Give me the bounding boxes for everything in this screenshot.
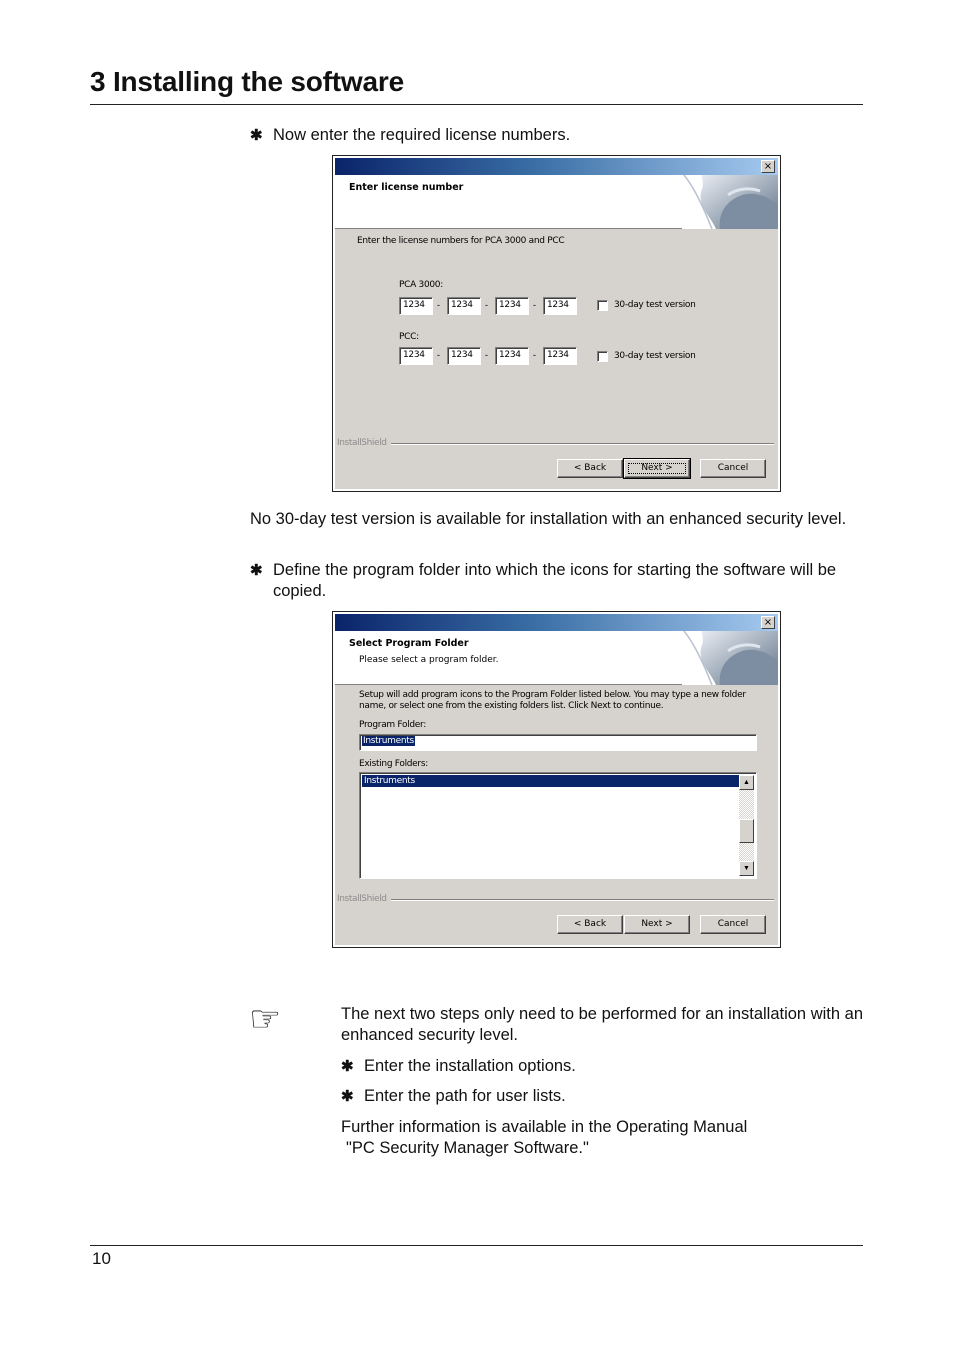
pcc-license-field-1[interactable]: 1234 [399, 347, 433, 365]
separator: - [437, 300, 440, 310]
footer-divider [391, 899, 774, 901]
step-text: Now enter the required license numbers. [273, 126, 571, 144]
pcc-test-version-checkbox[interactable] [597, 351, 608, 362]
hint-text: The next two steps only need to be performed for an installation with an enhanced security level. [341, 1005, 863, 1044]
title-bar [335, 614, 778, 631]
separator: - [485, 300, 488, 310]
banner-title: Select Program Folder [349, 638, 469, 649]
installshield-brand: InstallShield [337, 438, 387, 448]
footer-rule [90, 1245, 863, 1246]
pca-test-version-checkbox[interactable] [597, 300, 608, 311]
back-button[interactable]: < Back [557, 915, 623, 934]
instruction-text: Setup will add program icons to the Program Folder listed below. You may type a new folder name, or select one from the existing folders list. Click Next to continue. [359, 690, 746, 711]
pointing-hand-icon: ☞ [249, 999, 282, 1040]
further-info [341, 1117, 863, 1159]
bullet-asterisk-icon: ✱ [250, 562, 263, 579]
further-info-line-1: Further information is available in the Operating Manual [341, 1118, 748, 1136]
installer-face-art-icon [682, 175, 778, 229]
step-text: Enter the path for user lists. [364, 1087, 566, 1105]
next-button-label: Next > [641, 463, 673, 473]
step-text: Enter the installation options. [364, 1057, 576, 1075]
separator: - [533, 300, 536, 310]
pca-test-version-label: 30-day test version [614, 300, 696, 310]
separator: - [533, 350, 536, 360]
installshield-brand: InstallShield [337, 894, 387, 904]
pca-license-field-3[interactable]: 1234 [495, 297, 529, 315]
bullet-asterisk-icon: ✱ [341, 1088, 354, 1105]
footer-divider [391, 443, 774, 445]
program-folder-dialog [332, 611, 781, 948]
banner-title: Enter license number [349, 182, 464, 193]
pcc-license-field-3[interactable]: 1234 [495, 347, 529, 365]
focus-rectangle [628, 463, 686, 474]
close-button[interactable]: × [761, 160, 775, 173]
pcc-license-field-4[interactable]: 1234 [543, 347, 577, 365]
list-item[interactable]: Instruments [362, 775, 739, 787]
scrollbar[interactable] [739, 775, 754, 876]
bullet-asterisk-icon: ✱ [250, 127, 263, 144]
pcc-license-field-2[interactable]: 1234 [447, 347, 481, 365]
back-button[interactable]: < Back [557, 459, 623, 478]
program-folder-label: Program Folder: [359, 720, 427, 730]
pca-license-field-2[interactable]: 1234 [447, 297, 481, 315]
installer-face-art-icon [682, 631, 778, 685]
title-bar [335, 158, 778, 175]
banner-subtitle: Please select a program folder. [359, 655, 499, 665]
pca-label: PCA 3000: [399, 280, 443, 290]
step-define-folder [250, 560, 863, 602]
scroll-thumb[interactable] [739, 819, 754, 843]
step-user-lists-path [341, 1086, 863, 1107]
cancel-button[interactable]: Cancel [700, 459, 766, 478]
pca-license-field-4[interactable]: 1234 [543, 297, 577, 315]
page-number: 10 [92, 1249, 111, 1268]
existing-folders-list[interactable] [359, 772, 757, 879]
cancel-button[interactable]: Cancel [700, 915, 766, 934]
separator: - [437, 350, 440, 360]
step-installation-options [341, 1056, 863, 1077]
pcc-label: PCC: [399, 332, 419, 342]
scroll-up-icon[interactable]: ▲ [739, 775, 754, 790]
note-no-test-version: No 30-day test version is available for installation with an enhanced security level. [250, 510, 847, 528]
next-button[interactable]: Next > [624, 915, 690, 934]
header-rule [90, 104, 863, 105]
bullet-asterisk-icon: ✱ [341, 1058, 354, 1075]
step-text: Define the program folder into which the icons for starting the software will be copied. [273, 561, 837, 600]
close-button[interactable]: × [761, 616, 775, 629]
program-folder-input[interactable] [359, 734, 757, 751]
existing-folders-label: Existing Folders: [359, 759, 428, 769]
scroll-down-icon[interactable]: ▼ [739, 861, 754, 876]
pca-license-field-1[interactable]: 1234 [399, 297, 433, 315]
instruction-text: Enter the license numbers for PCA 3000 and PCC [357, 236, 565, 246]
dialog-banner [335, 175, 778, 229]
step-enter-license [250, 125, 863, 146]
program-folder-value: Instruments [363, 736, 414, 746]
further-info-line-2: "PC Security Manager Software." [346, 1139, 589, 1157]
separator: - [485, 350, 488, 360]
chapter-title: 3 Installing the software [90, 66, 404, 97]
license-dialog [332, 155, 781, 492]
dialog-banner [335, 631, 778, 685]
pcc-test-version-label: 30-day test version [614, 351, 696, 361]
next-button[interactable] [624, 459, 690, 478]
